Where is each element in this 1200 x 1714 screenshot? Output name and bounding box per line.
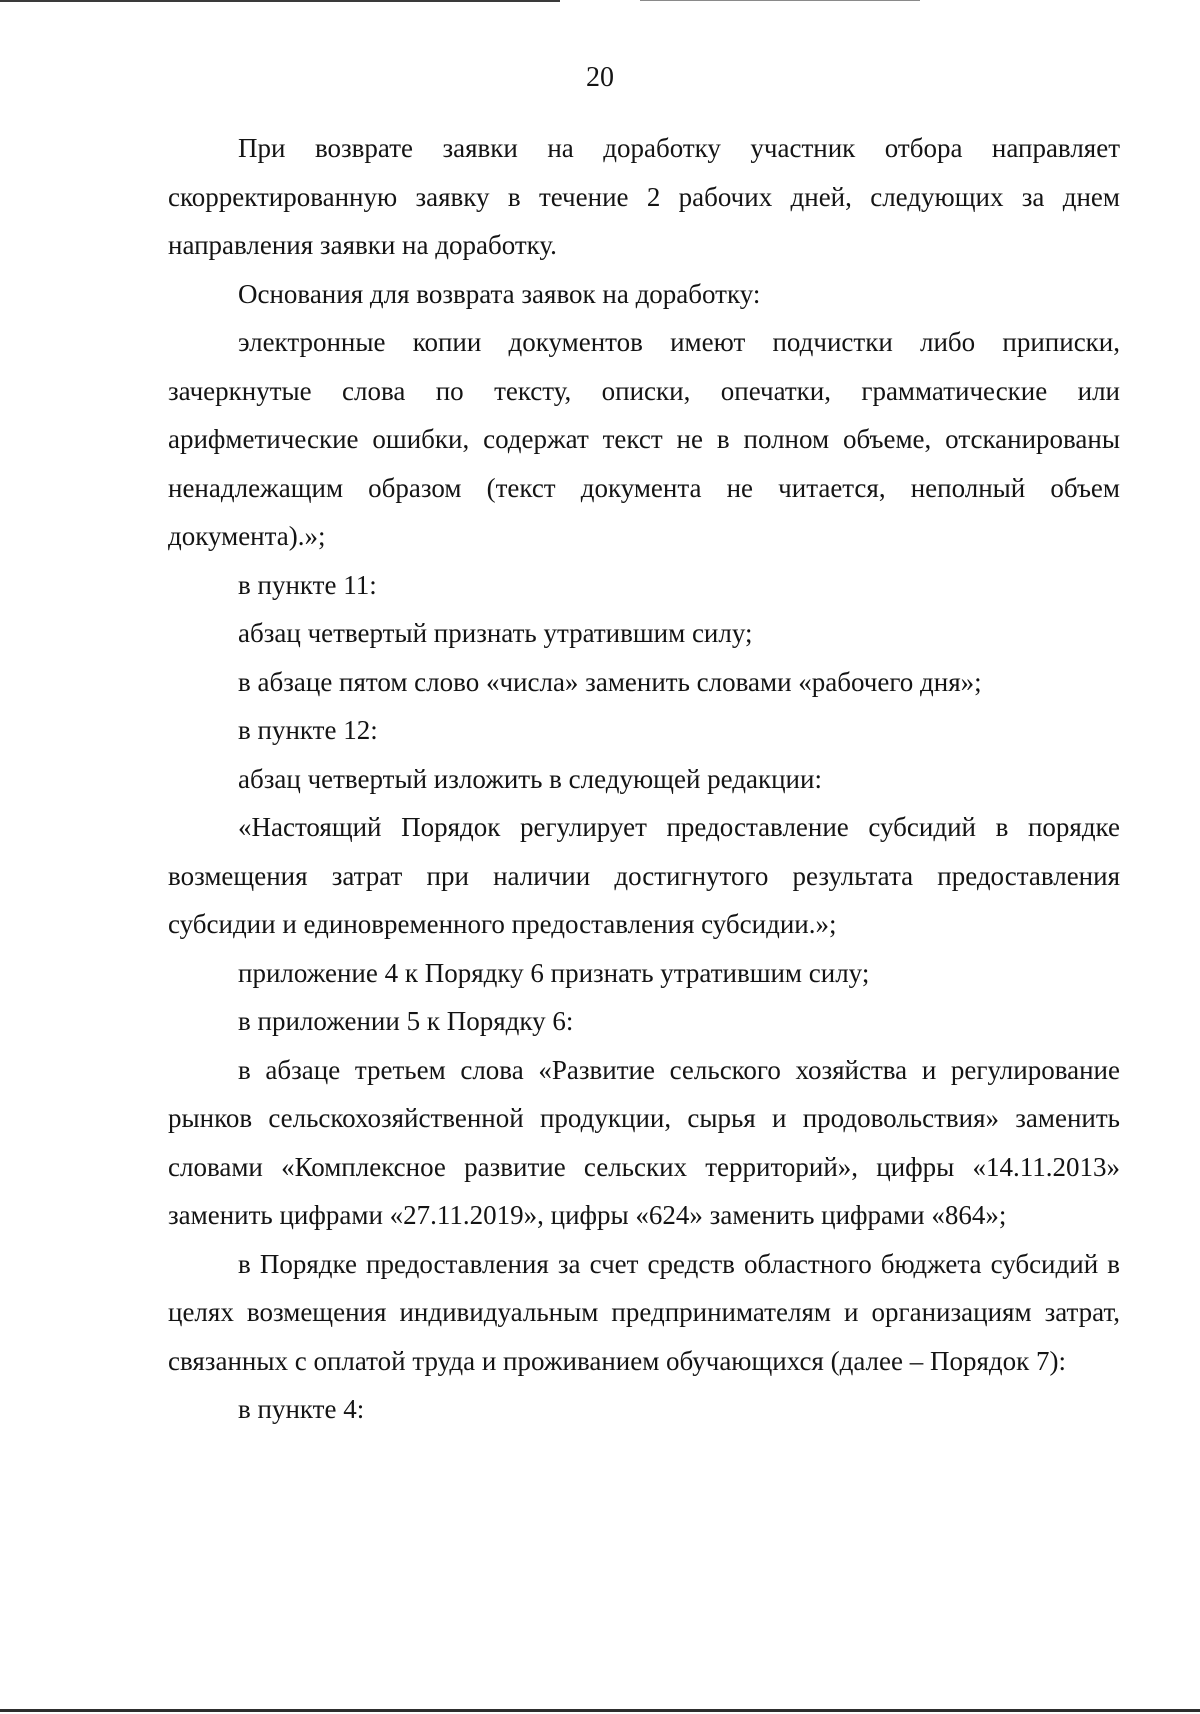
paragraph-clause-12: в пункте 12:	[238, 715, 378, 745]
paragraph-clause-11-para-5: в абзаце пятом слово «числа» заменить словами «рабочего дня»;	[238, 666, 982, 697]
paragraph-clause-12-para-4: абзац четвертый изложить в следующей редакции:	[238, 763, 822, 794]
scan-edge-bottom-line	[0, 1709, 1200, 1712]
paragraph-order-7: в Порядке предоставления за счет средств областного бюджета субсидий в целях возмещения индивидуальным предпринимателям и организациям затрат, связанных с оплатой труда и проживанием обучающихся (далее – Порядок 7):	[168, 1248, 1120, 1376]
paragraph-appendix-4: приложение 4 к Порядку 6 признать утратившим силу;	[238, 957, 870, 988]
paragraph-clause-11: в пункте 11:	[238, 569, 377, 600]
paragraph-clause-11-para-4: абзац четвертый признать утратившим силу;	[238, 618, 753, 648]
paragraph-return-deadline: При возврате заявки на доработку участник отбора направляет скорректированную заявку в течение 2 рабочих дней, следующих за днем направления заявки на доработку.	[168, 133, 1120, 260]
paragraph-appendix-5: в приложении 5 к Порядку 6:	[238, 1006, 574, 1036]
paragraph-appendix-5-para-3: в абзаце третьем слова «Развитие сельского хозяйства и регулирование рынков сельскохозяйственной продукции, сырья и продовольствия» заменить словами «Комплексное развитие сельских территорий», цифры «14.11.2013» заменить цифрами «27.11.2019», цифры «624» заменить цифрами «864»;	[168, 1054, 1120, 1230]
scan-edge-top-line-faint	[640, 0, 920, 1]
document-body	[168, 124, 1120, 1434]
paragraph-return-grounds: электронные копии документов имеют подчистки либо приписки, зачеркнутые слова по тексту, описки, опечатки, грамматические или арифметические ошибки, содержат текст не в полном объеме, отсканированы ненадлежащим образом (текст документа не читается, неполный объем документа).»;	[168, 327, 1120, 551]
paragraph-quoted-new-text: «Настоящий Порядок регулирует предоставление субсидий в порядке возмещения затрат при наличии достигнутого результата предоставления субсидии и единовременного предоставления субсидии.»;	[168, 812, 1120, 939]
paragraph-clause-4: в пункте 4:	[238, 1394, 365, 1424]
page-number: 20	[586, 62, 614, 93]
paragraph-return-grounds-heading: Основания для возврата заявок на доработку:	[238, 278, 761, 309]
scan-edge-top-line	[0, 0, 560, 2]
